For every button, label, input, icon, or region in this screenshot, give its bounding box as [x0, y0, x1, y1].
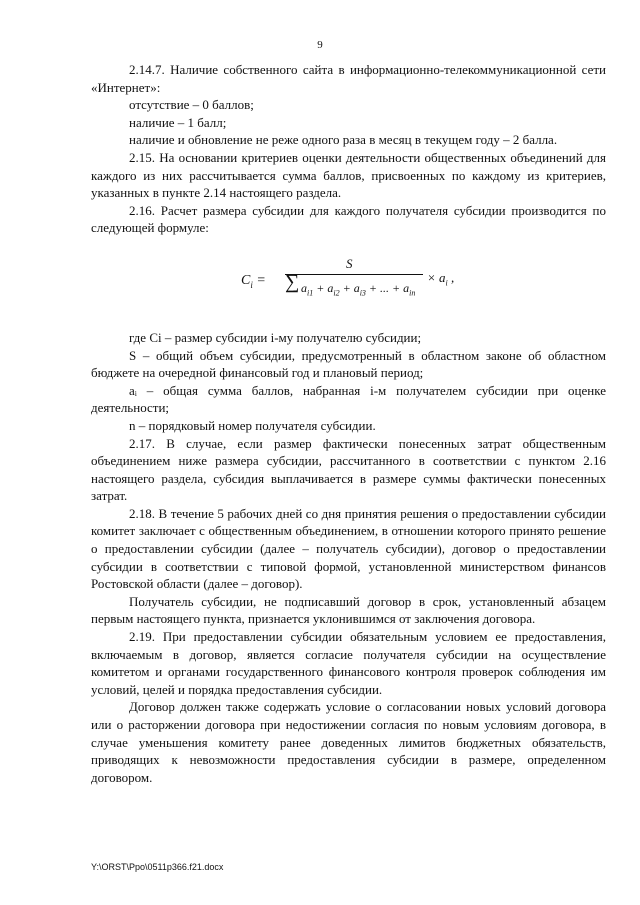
- formula-comma: ,: [451, 269, 455, 285]
- formula-term-base: a: [353, 280, 360, 295]
- paragraph-2-19: 2.19. При предоставлении субсидии обязательным условием ее предоставления, включаемым в договор, является согласие получателя субсидии на осуществление комитетом и органами государственного финансового контроля проверок соблюдения им условий, целей и порядка предоставления субсидии.: [91, 629, 606, 697]
- paragraph-2-17: 2.17. В случае, если размер фактически понесенных затрат общественным объединением ниже размера субсидии, рассчитанного в соответствии с пунктом 2.16 настоящего раздела, субсидия выплачивается в размере суммы фактически понесенных затрат.: [91, 435, 606, 504]
- formula-term-base: a: [301, 280, 307, 295]
- formula-right-side: [427, 269, 454, 292]
- paragraph-presence-update: наличие и обновление не реже одного раза в месяц в текущем году – 2 балла.: [129, 132, 558, 148]
- paragraph-s-definition: S – общий объем субсидии, предусмотренный в областном законе об областном бюджете на очередной финансовый год и плановый период;: [91, 347, 606, 381]
- page-number: 9: [317, 39, 323, 51]
- document-body: [91, 61, 606, 786]
- paragraph-absence: отсутствие – 0 баллов;: [129, 97, 254, 113]
- file-path-footer: Y:\ORST\Ppo\0511p366.f21.docx: [91, 862, 224, 872]
- formula-c: C: [241, 272, 251, 288]
- formula-equals: =: [256, 272, 266, 288]
- formula-term-sub: i1: [307, 288, 314, 298]
- formula-c-sub: i: [250, 279, 253, 290]
- formula-term-sub: i3: [359, 288, 366, 298]
- paragraph-presence: наличие – 1 балл;: [129, 114, 227, 130]
- paragraph-2-15: 2.15. На основании критериев оценки деятельности общественных объединений для каждого из них рассчитывается сумма баллов, присвоенных по каждому из критериев, указанных в пункте 2.14 настоящего раздела.: [91, 149, 606, 201]
- formula-term-sub: in: [409, 288, 416, 298]
- formula-a-sub: i: [445, 278, 448, 288]
- paragraph-ci-definition: где Ci – размер субсидии i-му получателю субсидии;: [129, 329, 422, 345]
- paragraph-n-definition: n – порядковый номер получателя субсидии.: [129, 417, 376, 433]
- paragraph-2-16: 2.16. Расчет размера субсидии для каждого получателя субсидии производится по следующей формуле:: [91, 202, 606, 236]
- formula-term-sub: i2: [333, 288, 340, 298]
- formula-sigma-icon: ∑: [285, 270, 300, 293]
- formula-fraction-bar: [285, 274, 423, 275]
- paragraph-contract-conditions: Договор должен также содержать условие о согласовании новых условий договора или о расторжении договора при недостижении согласия по новым условиям договора, в случае уменьшения комитету ранее доведенных лимитов бюджетных обязательств, приводящих к невозможности предоставления субсидии в размере, определенном договором.: [91, 699, 606, 785]
- formula-term-base: a: [403, 280, 410, 295]
- paragraph-ai-definition: aᵢ – общая сумма баллов, набранная i-м получателем субсидии при оценке деятельности;: [91, 382, 606, 416]
- formula-times: ×: [427, 269, 436, 285]
- paragraph-evasion: Получатель субсидии, не подписавший договор в срок, установленный абзацем первым настоящего пункта, признается уклонившимся от заключения договора.: [91, 593, 606, 627]
- formula-numerator: S: [346, 255, 353, 271]
- formula-denominator: $a_{i1} + a_{i2} + a_{i3}$ + ... + $a_{in}$: [301, 280, 416, 298]
- formula-left-side: [241, 272, 266, 294]
- subsidy-formula: [91, 250, 606, 316]
- formula-term-base: ...: [380, 280, 390, 295]
- paragraph-2-14-7: 2.14.7. Наличие собственного сайта в информационно-телекоммуникационной сети «Интернет»:: [91, 62, 606, 95]
- formula-a: a: [439, 269, 446, 285]
- paragraph-2-18: 2.18. В течение 5 рабочих дней со дня принятия решения о предоставлении субсидии комитет заключает с общественным объединением, в отношении которого принято решение о предоставлении субсидии (далее – получатель субсидии), договор о предоставлении субсидии в соответствии с типовой формой, установленной министерством финансов Ростовской области (далее – договор).: [91, 505, 606, 592]
- formula-term-base: a: [327, 280, 334, 295]
